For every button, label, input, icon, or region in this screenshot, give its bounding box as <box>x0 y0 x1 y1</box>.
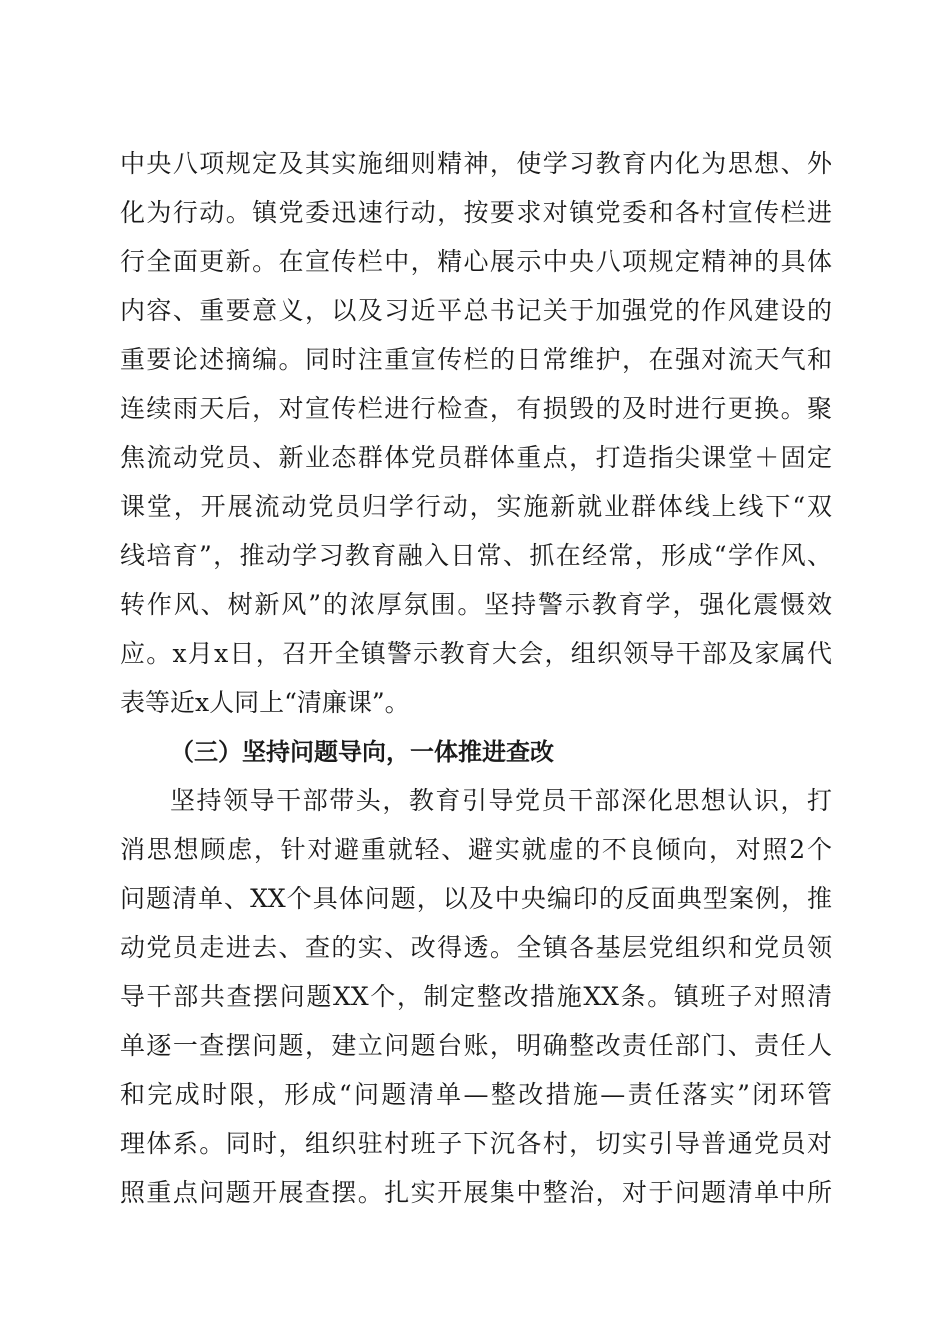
section-heading: （三）坚持问题导向，一体推进查改 <box>170 738 554 766</box>
paragraph-line: 坚持领导干部带头，教育引导党员干部深化思想认识，打 <box>170 786 832 815</box>
paragraph-line: 和完成时限，形成“问题清单—整改措施—责任落实”闭环管 <box>120 1080 832 1109</box>
paragraph-line: 连续雨天后，对宣传栏进行检查，有损毁的及时进行更换。聚 <box>120 394 832 423</box>
paragraph-line: 消思想顾虑，针对避重就轻、避实就虚的不良倾向，对照2个 <box>120 835 832 864</box>
paragraph-line: 单逐一查摆问题，建立问题台账，明确整改责任部门、责任人 <box>120 1031 832 1060</box>
paragraph-line: 问题清单、XX个具体问题，以及中央编印的反面典型案例，推 <box>120 884 832 913</box>
paragraph-line: 动党员走进去、查的实、改得透。全镇各基层党组织和党员领 <box>120 933 832 962</box>
paragraph-line: 课堂，开展流动党员归学行动，实施新就业群体线上线下“双 <box>120 492 832 521</box>
paragraph-line: 中央八项规定及其实施细则精神，使学习教育内化为思想、外 <box>120 149 832 178</box>
paragraph-line: 照重点问题开展查摆。扎实开展集中整治，对于问题清单中所 <box>120 1178 832 1207</box>
paragraph-line: 理体系。同时，组织驻村班子下沉各村，切实引导普通党员对 <box>120 1129 832 1158</box>
paragraph-line: 导干部共查摆问题XX个，制定整改措施XX条。镇班子对照清 <box>120 982 832 1011</box>
paragraph-line: 转作风、树新风”的浓厚氛围。坚持警示教育学，强化震慑效 <box>120 590 832 619</box>
paragraph-line: 化为行动。镇党委迅速行动，按要求对镇党委和各村宣传栏进 <box>120 198 832 227</box>
paragraph-line: 行全面更新。在宣传栏中，精心展示中央八项规定精神的具体 <box>120 247 832 276</box>
paragraph-line: 表等近x人同上“清廉课”。 <box>120 688 410 717</box>
paragraph-line: 应。x月x日，召开全镇警示教育大会，组织领导干部及家属代 <box>120 639 832 668</box>
paragraph-line: 重要论述摘编。同时注重宣传栏的日常维护，在强对流天气和 <box>120 345 832 374</box>
paragraph-line: 焦流动党员、新业态群体党员群体重点，打造指尖课堂＋固定 <box>120 443 832 472</box>
paragraph-line: 内容、重要意义，以及习近平总书记关于加强党的作风建设的 <box>120 296 832 325</box>
paragraph-line: 线培育”，推动学习教育融入日常、抓在经常，形成“学作风、 <box>120 541 832 570</box>
